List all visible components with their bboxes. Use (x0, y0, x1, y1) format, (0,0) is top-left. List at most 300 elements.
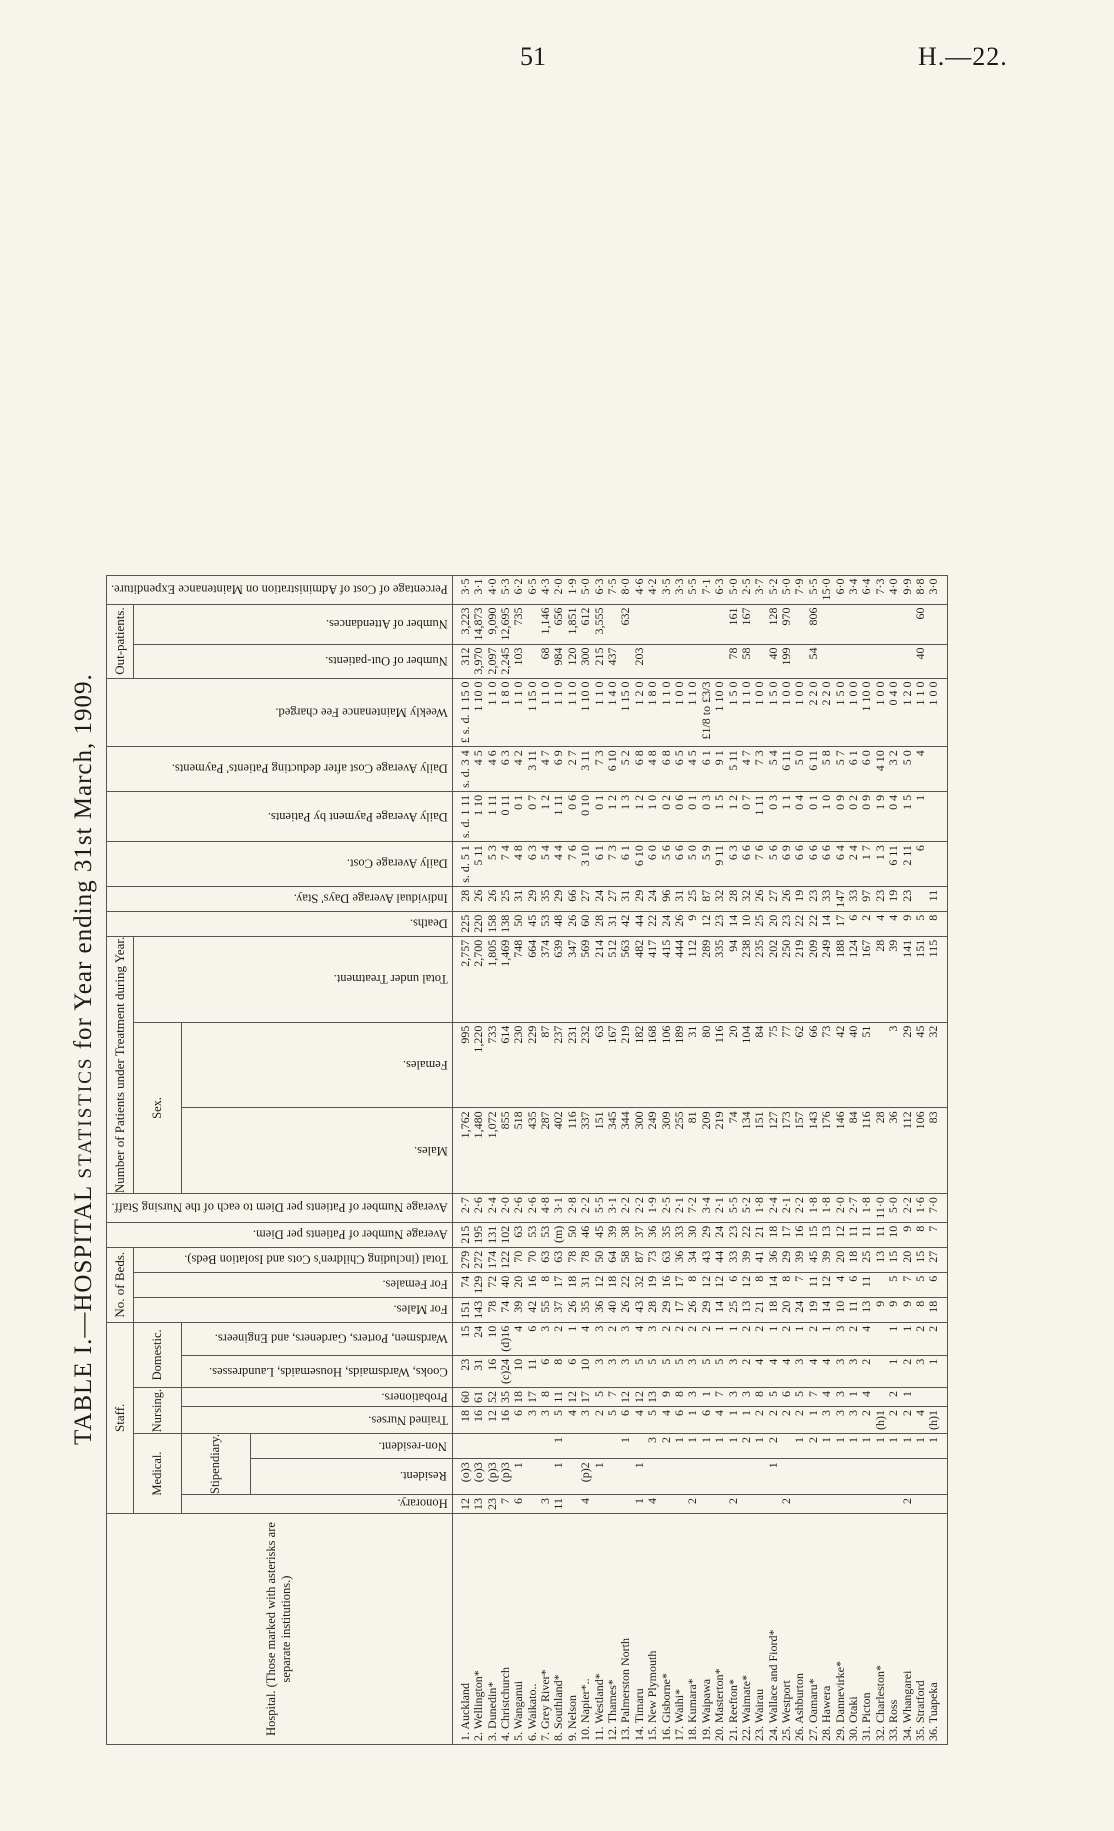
cell-value: 7. Grey River* (538, 1669, 553, 1741)
cell-value: 1 1 0 (551, 681, 566, 706)
cell-value: 28 (591, 914, 606, 927)
cell-value: 2,757 (457, 939, 472, 967)
cell-value: 1 (886, 1437, 901, 1444)
cell-value: 28 (645, 1300, 660, 1313)
cell-value: 4 (645, 1498, 660, 1504)
cell-value: 0 4 0 (886, 681, 901, 706)
cell-value: 1 15 0 (618, 681, 633, 712)
cell-value: 87 (538, 1025, 553, 1038)
cell-value: 287 (538, 1111, 553, 1130)
cell-value: 24 (658, 914, 673, 927)
cell-value: 215 (591, 647, 606, 666)
cell-value: 20 (511, 1275, 526, 1288)
cell-value: 2,097 (484, 647, 499, 675)
cell-value: 20 (765, 914, 780, 927)
cell-value (860, 648, 873, 675)
cell-value: 39 (792, 1250, 807, 1263)
cell-value: 4·3 (538, 578, 553, 595)
cell-value: 2 (738, 1437, 753, 1444)
cell-value: 0 1 (685, 794, 700, 810)
cell-value: 3 (524, 1410, 539, 1417)
cell-value: 112 (899, 1111, 914, 1129)
cell-value: 2 (846, 1325, 861, 1332)
cell-value: 8·8 (913, 578, 927, 595)
daily-cost-header: Daily Average Cost. (107, 842, 453, 887)
cell-value: 1,805 (484, 939, 499, 967)
cell-value (713, 1498, 726, 1510)
cell-value: 78 (578, 1250, 593, 1263)
cell-value: 11 (859, 1275, 874, 1288)
cell-value: £1/8 to £3/3 (698, 681, 713, 740)
cell-value: 182 (631, 1025, 646, 1044)
page-reference: H.—22. (918, 42, 1008, 71)
cell-value: 72 (484, 1275, 499, 1288)
cell-value: 1. Auckland (457, 1683, 472, 1741)
cell-value: 1 11 (752, 794, 767, 816)
cell-value: 5 (658, 1358, 673, 1365)
cell-value: 26 (779, 889, 794, 902)
wardsmen-header: Wardsmen, Porters, Gardeners, and Engineers. (182, 1322, 453, 1355)
cell-value: 1·9 (564, 578, 579, 595)
cell-value: 24 (712, 1225, 727, 1238)
cell-value (646, 648, 659, 675)
cell-value: 5·5 (591, 1197, 606, 1214)
cell-value: 748 (511, 939, 526, 958)
cell-value: 15 (457, 1325, 472, 1338)
cell-value: 1 (698, 1437, 713, 1444)
cell-value: 2 (738, 1325, 753, 1332)
cell-value: 45 (591, 1225, 606, 1238)
cell-value (820, 608, 833, 641)
non-resident-header: Non-resident. (250, 1434, 452, 1459)
cell-value: 10. Napier*.. (578, 1678, 593, 1741)
cell-value: 106 (913, 1111, 927, 1130)
cell-value: 6 10 (631, 845, 646, 867)
cell-value: 512 (605, 939, 620, 958)
cell-value: 13 (738, 1300, 753, 1313)
cell-value (539, 1462, 552, 1491)
cell-value: 39 (511, 1300, 526, 1313)
cell-value (927, 1462, 940, 1491)
cell-value: 2 (658, 1325, 673, 1332)
cell-value: (o)3 (471, 1462, 486, 1483)
cell-value (767, 1498, 780, 1510)
cell-value: 1 (618, 1437, 633, 1444)
cell-value: 237 (551, 1025, 566, 1044)
cell-value: 1 1 (779, 794, 794, 810)
cell-value: 6. Waikato.. (524, 1683, 539, 1741)
cell-value (874, 608, 887, 641)
cell-value (874, 1326, 887, 1352)
cell-value: 6 (779, 1391, 794, 1398)
cell-value: 6 0 (645, 845, 660, 861)
cell-value: 215 (457, 1225, 472, 1244)
cell-value: 1,469 (497, 939, 512, 967)
cell-value: 3 (591, 1358, 606, 1365)
cell-value: 2 (765, 1410, 780, 1417)
cell-value: 23 (457, 1358, 472, 1371)
cell-value (700, 608, 713, 641)
cell-value: 230 (511, 1025, 526, 1044)
total-treatment-values (452, 936, 947, 1022)
cell-value: 1 0 0 (872, 681, 887, 706)
cell-value: 6 3 (524, 845, 539, 861)
cell-value: 14 (765, 1275, 780, 1288)
cell-value: 42 (524, 1300, 539, 1313)
cell-value (914, 890, 927, 908)
cell-value (820, 1498, 833, 1510)
cell-value (860, 1462, 873, 1491)
cell-value: 300 (578, 647, 593, 666)
cell-value: 11·0 (872, 1197, 887, 1219)
cell-value (834, 608, 847, 641)
cell-value: 1,072 (484, 1111, 499, 1139)
cell-value: 151 (913, 939, 927, 958)
cell-value: 7·1 (698, 578, 713, 595)
cell-value: 8 (752, 1391, 767, 1398)
cell-value: 6 11 (779, 750, 794, 771)
cell-value: 3,970 (471, 647, 486, 675)
cell-value: 6 1 (698, 750, 713, 766)
num-att-values (452, 604, 947, 644)
cell-value: 9 11 (712, 845, 727, 866)
cell-value: 1 1 0 (658, 681, 673, 706)
cell-value: 482 (631, 939, 646, 958)
cell-value: 312 (457, 647, 472, 666)
cell-value: 5 3 (484, 845, 499, 861)
cell-value (927, 608, 940, 641)
domestic-header: Domestic. (134, 1322, 182, 1387)
cell-value: 1 2 (725, 794, 740, 810)
cell-value: 31 (671, 889, 686, 902)
cell-value: 664 (524, 939, 539, 958)
cell-value: 63 (538, 1250, 553, 1263)
cell-value: 5 (913, 1275, 927, 1282)
cell-value: 13 (471, 1498, 486, 1510)
cell-value (860, 608, 873, 641)
cell-value: 6 6 (805, 845, 820, 861)
cell-value: 2,700 (471, 939, 486, 967)
cell-value: 4 (859, 1325, 874, 1332)
cell-value: 4 7 (738, 750, 753, 766)
cell-value: 8 (752, 1275, 767, 1282)
cell-value: 32. Charleston* (872, 1665, 887, 1741)
cell-value: 6·0 (832, 578, 847, 595)
cell-value: 1,480 (471, 1111, 486, 1139)
cell-value: 5 (645, 1410, 660, 1417)
cell-value: 3·0 (926, 578, 941, 595)
cell-value (566, 1462, 579, 1491)
cell-value: 141 (899, 939, 914, 958)
cell-value: 238 (738, 939, 753, 958)
cell-value: 3,223 (457, 607, 472, 635)
cell-value: 176 (819, 1111, 834, 1130)
cell-value (499, 1437, 512, 1455)
cell-value: 4 8 (645, 750, 660, 766)
cell-value: 6 3 (497, 750, 512, 766)
cell-value: 1 (846, 1391, 861, 1398)
cell-value: 5 (631, 1358, 646, 1365)
cell-value: 1 0 (819, 794, 834, 810)
cell-value: 4 (913, 750, 927, 757)
cell-value: 335 (712, 939, 727, 958)
cell-value: 7 3 (605, 845, 620, 861)
cell-value: s. d. 5 1 (457, 845, 472, 883)
cell-value: 23 (712, 914, 727, 927)
cell-value (847, 648, 860, 675)
cell-value: 29 (524, 889, 539, 902)
cell-value: 161 (725, 607, 740, 626)
cell-value: 2 (779, 1325, 794, 1332)
cell-value: (h)1 (926, 1410, 941, 1431)
cell-value: 29 (899, 1025, 914, 1038)
cell-value: 5 (765, 1391, 780, 1398)
cell-value: 5·0 (779, 578, 794, 595)
cell-value: 3 (538, 1410, 553, 1417)
cell-value: 36 (765, 1250, 780, 1263)
cell-value: 22 (805, 914, 820, 927)
cell-value (914, 1462, 927, 1491)
cell-value: 1 5 (712, 794, 727, 810)
cell-value: 3,555 (591, 607, 606, 635)
cell-value: 7·5 (605, 578, 620, 595)
cell-value: 2 4 (846, 845, 861, 861)
daily-after-header: Daily Average Cost after deducting Patients' Payments. (107, 747, 453, 792)
cell-value: 26 (484, 889, 499, 902)
cell-value: 6 11 (886, 845, 901, 866)
cell-value: 1 (685, 1437, 700, 1444)
cell-value: 40 (497, 1275, 512, 1288)
avg-patients-values (452, 1222, 947, 1247)
cell-value: 64 (605, 1250, 620, 1263)
cell-value: 63 (511, 1225, 526, 1238)
cell-value: 1 10 0 (712, 681, 727, 712)
cell-value: 984 (551, 647, 566, 666)
cell-value (740, 1462, 753, 1491)
cell-value: 188 (832, 939, 847, 958)
cell-value: 231 (564, 1025, 579, 1044)
cell-value: 23 (484, 1498, 499, 1510)
cell-value: 1 1 0 (685, 681, 700, 706)
deaths-header: Deaths. (107, 911, 453, 936)
cell-value: 12 (591, 1275, 606, 1288)
cell-value: 16 (792, 1225, 807, 1238)
cell-value: 29 (551, 889, 566, 902)
cell-value: 2·2 (792, 1197, 807, 1214)
cell-value (579, 1437, 592, 1455)
cell-value: 23 (899, 889, 914, 902)
cell-value: 309 (658, 1111, 673, 1130)
cell-value: 6 (725, 1275, 740, 1282)
cell-value: 2 11 (899, 845, 914, 866)
cell-value: 2 (805, 1437, 820, 1444)
cell-value (793, 1498, 806, 1510)
cell-value: 50 (511, 914, 526, 927)
cell-value: 1 (899, 1325, 914, 1332)
num-out-values (452, 644, 947, 678)
cell-value: 22 (792, 914, 807, 927)
cell-value: 16 (497, 1410, 512, 1423)
cell-value: 32 (738, 889, 753, 902)
patients-group-header: Number of Patients under Treatment during Year. (107, 936, 134, 1193)
cell-value: 6 1 (618, 845, 633, 861)
cell-value: 50 (564, 1225, 579, 1238)
cell-value: 235 (752, 939, 767, 958)
cell-value (673, 1498, 686, 1510)
cell-value: 9 (886, 1300, 901, 1307)
cell-value: 46 (578, 1225, 593, 1238)
cell-value: 3 (725, 1358, 740, 1365)
cell-value: 2·8 (564, 1197, 579, 1214)
cell-value: 8 (538, 1391, 553, 1398)
cell-value: 81 (685, 1111, 700, 1124)
cell-value: 2 (752, 1325, 767, 1332)
cell-value: 6 11 (805, 750, 820, 771)
cell-value: 115 (926, 939, 941, 958)
cell-value: 3 (846, 1358, 861, 1365)
cell-value: 27. Oamaru* (805, 1678, 820, 1741)
cell-value: 34 (685, 1250, 700, 1263)
cell-value: 97 (859, 889, 874, 902)
cell-value: 7 (712, 1391, 727, 1398)
cell-value: 73 (819, 1025, 834, 1038)
cell-value: 9 (899, 1225, 914, 1232)
cell-value: 11. Westland* (591, 1673, 606, 1741)
cell-value: 1 10 0 (859, 681, 874, 712)
cell-value: 6 (618, 1410, 633, 1417)
cell-value: 127 (765, 1111, 780, 1130)
cell-value: 12 (698, 1275, 713, 1288)
cell-value: 36 (671, 1250, 686, 1263)
cell-value: 28 (872, 939, 887, 952)
cell-value: 4 (779, 1358, 794, 1365)
cell-value (914, 1498, 927, 1510)
cell-value: 1 (859, 1437, 874, 1444)
cell-value: 415 (658, 939, 673, 958)
cell-value: 2 2 0 (819, 681, 834, 706)
cell-value: 1 (698, 1391, 713, 1398)
cell-value: 9·9 (899, 578, 914, 595)
cell-value: 27 (605, 889, 620, 902)
cell-value: 214 (591, 939, 606, 958)
cell-value: 10 (578, 1358, 593, 1371)
cell-value: 0 9 (859, 794, 874, 810)
cell-value: 17 (671, 1275, 686, 1288)
cell-value: 2 (725, 1498, 740, 1504)
cell-value: 53 (538, 914, 553, 927)
hospital-statistics-table (106, 575, 948, 1745)
cell-value: 74 (497, 1300, 512, 1313)
sex-header: Sex. (134, 1022, 182, 1194)
cell-value: 1 2 (538, 794, 553, 810)
cell-value: 147 (832, 889, 847, 908)
cell-value: 995 (457, 1025, 472, 1044)
cell-value: 1 8 0 (497, 681, 512, 706)
cell-value: 66 (805, 1025, 820, 1038)
cell-value: 14 (725, 914, 740, 927)
cell-value: 7 3 (752, 750, 767, 766)
cell-value (606, 1462, 619, 1491)
cell-value: 37 (631, 1225, 646, 1238)
cell-value: 27 (578, 889, 593, 902)
cell-value: 337 (578, 1111, 593, 1130)
cell-value: 151 (591, 1111, 606, 1130)
cell-value: 116 (859, 1111, 874, 1129)
cell-value: s. d. 1 11 (457, 794, 472, 839)
cell-value: 157 (792, 1111, 807, 1130)
cell-value: 563 (618, 939, 633, 958)
cell-value: 11 (859, 1225, 874, 1238)
cell-value: 3 (605, 1358, 620, 1365)
cell-value: 7 3 (591, 750, 606, 766)
honorary-header: Honorary. (182, 1495, 453, 1514)
cell-value: 24 (792, 1300, 807, 1313)
cell-value (539, 1437, 552, 1455)
cell-value: 10 (511, 1358, 526, 1371)
cell-value: 2·6 (471, 1197, 486, 1214)
cell-value (860, 1498, 873, 1510)
cell-value: 5 0 (685, 845, 700, 861)
cell-value: 39 (819, 1250, 834, 1263)
cell-value: 0 3 (765, 794, 780, 810)
cell-value: 29 (779, 1250, 794, 1263)
cell-value: 52 (484, 1391, 499, 1404)
cell-value: 3 10 (578, 845, 593, 867)
cell-value: 1 (712, 1325, 727, 1332)
cell-value: 60 (913, 607, 927, 620)
cell-value: 8 (538, 1275, 553, 1282)
cell-value: 17 (832, 914, 847, 927)
cell-value: 36 (591, 1300, 606, 1313)
cell-value: 1 (671, 1437, 686, 1444)
cell-value (526, 608, 539, 641)
cell-value: 2·6 (511, 1197, 526, 1214)
cell-value: 75 (765, 1025, 780, 1038)
cell-value: 24 (591, 889, 606, 902)
cell-value: 3 (538, 1325, 553, 1332)
cell-value: 189 (671, 1025, 686, 1044)
cell-value: 48 (551, 914, 566, 927)
cell-value: 0 4 (886, 794, 901, 810)
cell-value: 27 (765, 889, 780, 902)
cell-value: 1 0 0 (846, 681, 861, 706)
cell-value: 12 (457, 1498, 472, 1510)
cell-value: 43 (698, 1250, 713, 1263)
cell-value: 4 (913, 1410, 927, 1417)
cell-value (619, 1462, 632, 1491)
cell-value: 209 (698, 1111, 713, 1130)
cell-value: 0 9 (832, 794, 847, 810)
cell-value: 23 (779, 914, 794, 927)
hospital-header: Hospital. (Those marked with asterisks are separate institutions.) (107, 1514, 453, 1745)
cell-value: 11 (551, 1498, 566, 1510)
cell-value: 31 (578, 1275, 593, 1288)
cell-value: 6 5 (671, 750, 686, 766)
cell-value: 74 (457, 1275, 472, 1288)
cell-value: 167 (738, 607, 753, 626)
cell-value: 26 (471, 889, 486, 902)
cell-value (874, 1359, 887, 1384)
cell-value: 11 (872, 1225, 887, 1238)
cell-value (793, 608, 806, 641)
cell-value: 0 6 (671, 794, 686, 810)
cell-value: 3·5 (457, 578, 472, 595)
cell-value: 1 2 0 (631, 681, 646, 706)
cell-value: 4 (658, 1410, 673, 1417)
cell-value: 1,220 (471, 1025, 486, 1053)
cell-value: 29 (658, 1300, 673, 1313)
cell-value (820, 1462, 833, 1491)
